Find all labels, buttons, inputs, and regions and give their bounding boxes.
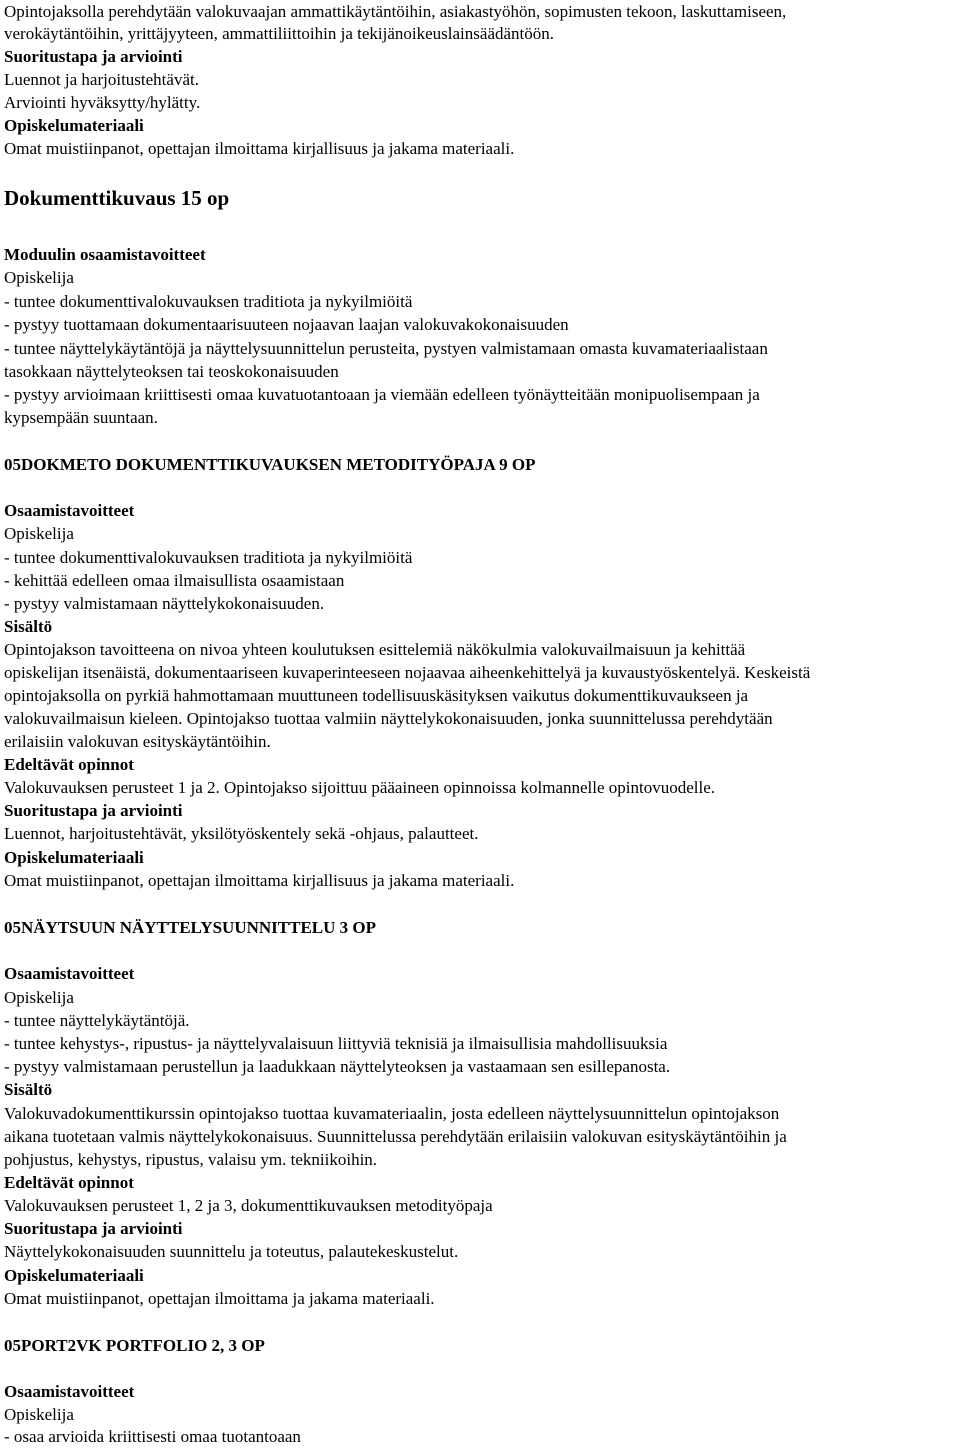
module-objective-line: - pystyy tuottamaan dokumentaarisuuteen nojaavan laajan valokuvakokonaisuuden [4,315,569,334]
course1-content-line: opintojaksolla on pyrkiä hahmottamaan muuttuneen todellisuuskäsityksen vaikutus dokumenttikuvaukseen ja [4,686,749,705]
course2-objective-line: - tuntee näyttelykäytäntöjä. [4,1011,190,1030]
course1-suoritus-text: Luennot, harjoitustehtävät, yksilötyöskentely sekä -ohjaus, palautteet. [4,824,479,843]
module-student-label: Opiskelija [4,268,74,287]
course1-content-line: erilaisiin valokuvan esityskäytäntöihin. [4,732,271,751]
course2-objectives-heading: Osaamistavoitteet [4,964,135,983]
module-objectives-heading: Moduulin osaamistavoitteet [4,245,206,264]
course1-prereq-text: Valokuvauksen perusteet 1 ja 2. Opintojakso sijoittuu pääaineen opinnoissa kolmannelle opintovuodelle. [4,778,716,797]
course2-suoritus-text: Näyttelykokonaisuuden suunnittelu ja toteutus, palautekeskustelut. [4,1242,459,1261]
course1-prereq-heading: Edeltävät opinnot [4,755,134,774]
intro-suoritus-line: Luennot ja harjoitustehtävät. [4,70,199,89]
module-title: Dokumenttikuvaus 15 op [4,186,230,210]
course1-objective-line: - tuntee dokumenttivalokuvauksen traditiota ja nykyilmiöitä [4,548,413,567]
module-objective-line: - tuntee näyttelykäytäntöjä ja näyttelysuunnittelun perusteita, pystyen valmistamaan omasta kuvamateriaalistaan [4,339,768,358]
module-objective-line: kypsempään suuntaan. [4,408,158,427]
module-objective-line: - pystyy arvioimaan kriittisesti omaa kuvatuotantoaan ja viemään edelleen työnäytteitään monipuolisempaan ja [4,385,760,404]
course1-student-label: Opiskelija [4,524,74,543]
course2-materiaali-text: Omat muistiinpanot, opettajan ilmoittama ja jakama materiaali. [4,1289,435,1308]
module-objective-line: - tuntee dokumenttivalokuvauksen traditiota ja nykyilmiöitä [4,292,413,311]
course2-prereq-text: Valokuvauksen perusteet 1, 2 ja 3, dokumenttikuvauksen metodityöpaja [4,1196,493,1215]
intro-line: Opintojaksolla perehdytään valokuvaajan ammattikäytäntöihin, asiakastyöhön, sopimusten tekoon, laskuttamiseen, [4,2,787,21]
course2-objective-line: - tuntee kehystys-, ripustus- ja näyttelyvalaisuun liittyviä teknisiä ja ilmaisullisia mahdollisuuksia [4,1034,668,1053]
course3-objectives-heading: Osaamistavoitteet [4,1382,135,1401]
course2-content-line: aikana tuotetaan valmis näyttelykokonaisuus. Suunnittelussa perehdytään erilaisiin valokuvan esityskäytäntöihin ja [4,1127,787,1146]
course1-suoritus-heading: Suoritustapa ja arviointi [4,801,183,820]
section-heading-materiaali: Opiskelumateriaali [4,116,144,135]
course2-prereq-heading: Edeltävät opinnot [4,1173,134,1192]
course2-materiaali-heading: Opiskelumateriaali [4,1266,144,1285]
course1-materiaali-text: Omat muistiinpanot, opettajan ilmoittama kirjallisuus ja jakama materiaali. [4,871,515,890]
course1-materiaali-heading: Opiskelumateriaali [4,848,144,867]
course2-suoritus-heading: Suoritustapa ja arviointi [4,1219,183,1238]
module-objective-line: tasokkaan näyttelyteoksen tai teoskokonaisuuden [4,362,339,381]
course2-content-line: pohjustus, kehystys, ripustus, valaisu ym. tekniikoihin. [4,1150,378,1169]
course1-content-line: Opintojakson tavoitteena on nivoa yhteen koulutuksen esittelemiä näkökulmia valokuvailmaisuun ja kehittää [4,640,746,659]
intro-suoritus-line: Arviointi hyväksytty/hylätty. [4,93,201,112]
intro-line: verokäytäntöihin, yrittäjyyteen, ammattiliittoihin ja tekijänoikeuslainsäädäntöön. [4,24,555,43]
course2-student-label: Opiskelija [4,988,74,1007]
course1-content-heading: Sisältö [4,617,53,636]
course1-objective-line: - kehittää edelleen omaa ilmaisullista osaamistaan [4,571,345,590]
course1-objective-line: - pystyy valmistamaan näyttelykokonaisuuden. [4,594,325,613]
course3-objective-line: - osaa arvioida kriittisesti omaa tuotantoaan [4,1427,301,1446]
course-title-port2vk: 05PORT2VK PORTFOLIO 2, 3 OP [4,1336,265,1355]
course2-content-line: Valokuvadokumenttikurssin opintojakso tuottaa kuvamateriaalin, josta edelleen näyttelysuunnittelun opintojakson [4,1104,780,1123]
course1-content-line: opiskelijan itsenäistä, dokumentaariseen kuvaperinteeseen nojaavaa aiheenkehittelyä ja kuvaustyöskentelyä. Keskeistä [4,663,811,682]
intro-materiaali-text: Omat muistiinpanot, opettajan ilmoittama kirjallisuus ja jakama materiaali. [4,139,515,158]
course2-objective-line: - pystyy valmistamaan perustellun ja laadukkaan näyttelyteoksen ja vastaamaan sen esillepanosta. [4,1057,671,1076]
course1-content-line: valokuvailmaisun kieleen. Opintojakso tuottaa valmiin näyttelykokonaisuuden, jonka suunnittelussa perehdytään [4,709,773,728]
course3-student-label: Opiskelija [4,1405,74,1424]
course2-content-heading: Sisältö [4,1080,53,1099]
course1-objectives-heading: Osaamistavoitteet [4,501,135,520]
course-title-naytsuun: 05NÄYTSUUN NÄYTTELYSUUNNITTELU 3 OP [4,918,377,937]
course-title-dokmeto: 05DOKMETO DOKUMENTTIKUVAUKSEN METODITYÖPAJA 9 OP [4,455,536,474]
section-heading-suoritus: Suoritustapa ja arviointi [4,47,183,66]
